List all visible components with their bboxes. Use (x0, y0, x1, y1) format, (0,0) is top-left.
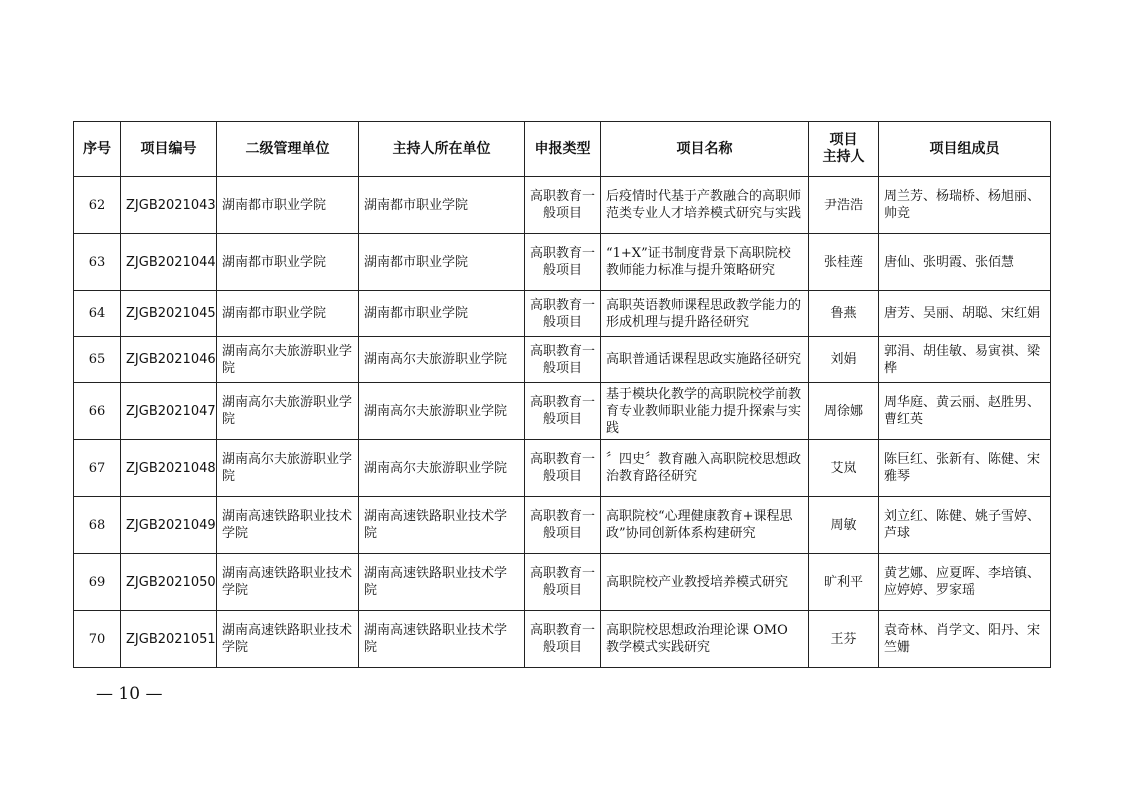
team-members-cell: 周华庭、黄云丽、赵胜男、曹红英 (879, 383, 1051, 440)
application-type-cell: 高职教育一般项目 (525, 291, 601, 337)
project-name-cell: “1+X”证书制度背景下高职院校教师能力标准与提升策略研究 (601, 234, 809, 291)
management-unit-cell: 湖南高速铁路职业技术学院 (217, 497, 359, 554)
header-cell: 主持人所在单位 (359, 122, 525, 177)
table-body (74, 177, 1051, 668)
project-name-cell: 基于模块化教学的高职院校学前教育专业教师职业能力提升探索与实践 (601, 383, 809, 440)
project-name-cell: 〞四史〞教育融入高职院校思想政治教育路径研究 (601, 440, 809, 497)
table-row (74, 611, 1051, 668)
table-row (74, 440, 1051, 497)
application-type-cell: 高职教育一般项目 (525, 554, 601, 611)
row-number-cell: 65 (74, 337, 121, 383)
row-number-cell: 66 (74, 383, 121, 440)
host-unit-cell: 湖南高尔夫旅游职业学院 (359, 337, 525, 383)
project-leader-cell: 尹浩浩 (809, 177, 879, 234)
host-unit-cell: 湖南都市职业学院 (359, 177, 525, 234)
project-leader-cell: 张桂莲 (809, 234, 879, 291)
project-name-cell: 高职院校产业教授培养模式研究 (601, 554, 809, 611)
application-type-cell: 高职教育一般项目 (525, 440, 601, 497)
host-unit-cell: 湖南都市职业学院 (359, 234, 525, 291)
header-cell: 项目组成员 (879, 122, 1051, 177)
project-name-cell: 高职普通话课程思政实施路径研究 (601, 337, 809, 383)
project-leader-cell: 艾岚 (809, 440, 879, 497)
team-members-cell: 郭涓、胡佳敏、易寅祺、梁桦 (879, 337, 1051, 383)
host-unit-cell: 湖南都市职业学院 (359, 291, 525, 337)
project-code-cell: ZJGB2021043 (121, 177, 217, 234)
row-number-cell: 62 (74, 177, 121, 234)
application-type-cell: 高职教育一般项目 (525, 234, 601, 291)
project-code-cell: ZJGB2021048 (121, 440, 217, 497)
project-code-cell: ZJGB2021046 (121, 337, 217, 383)
table-row (74, 497, 1051, 554)
page-number: — 10 — (96, 684, 163, 704)
host-unit-cell: 湖南高尔夫旅游职业学院 (359, 383, 525, 440)
header-cell: 项目编号 (121, 122, 217, 177)
management-unit-cell: 湖南都市职业学院 (217, 234, 359, 291)
application-type-cell: 高职教育一般项目 (525, 611, 601, 668)
project-leader-cell: 王芬 (809, 611, 879, 668)
table-row (74, 291, 1051, 337)
management-unit-cell: 湖南高尔夫旅游职业学院 (217, 440, 359, 497)
team-members-cell: 唐芳、吴丽、胡聪、宋红娟 (879, 291, 1051, 337)
application-type-cell: 高职教育一般项目 (525, 383, 601, 440)
project-name-cell: 高职院校“心理健康教育+课程思政”协同创新体系构建研究 (601, 497, 809, 554)
team-members-cell: 唐仙、张明霞、张佰慧 (879, 234, 1051, 291)
management-unit-cell: 湖南都市职业学院 (217, 177, 359, 234)
management-unit-cell: 湖南高速铁路职业技术学院 (217, 611, 359, 668)
project-name-cell: 后疫情时代基于产教融合的高职师范类专业人才培养模式研究与实践 (601, 177, 809, 234)
table-row (74, 177, 1051, 234)
row-number-cell: 69 (74, 554, 121, 611)
host-unit-cell: 湖南高速铁路职业技术学院 (359, 497, 525, 554)
header-cell: 项目 主持人 (809, 122, 879, 177)
host-unit-cell: 湖南高速铁路职业技术学院 (359, 554, 525, 611)
project-leader-cell: 鲁燕 (809, 291, 879, 337)
header-cell: 申报类型 (525, 122, 601, 177)
host-unit-cell: 湖南高速铁路职业技术学院 (359, 611, 525, 668)
table-row (74, 554, 1051, 611)
team-members-cell: 袁奇林、肖学文、阳丹、宋竺姗 (879, 611, 1051, 668)
project-leader-cell: 刘娟 (809, 337, 879, 383)
row-number-cell: 67 (74, 440, 121, 497)
application-type-cell: 高职教育一般项目 (525, 177, 601, 234)
host-unit-cell: 湖南高尔夫旅游职业学院 (359, 440, 525, 497)
project-leader-cell: 旷利平 (809, 554, 879, 611)
project-code-cell: ZJGB2021050 (121, 554, 217, 611)
application-type-cell: 高职教育一般项目 (525, 337, 601, 383)
management-unit-cell: 湖南高速铁路职业技术学院 (217, 554, 359, 611)
project-leader-cell: 周敏 (809, 497, 879, 554)
management-unit-cell: 湖南都市职业学院 (217, 291, 359, 337)
project-code-cell: ZJGB2021044 (121, 234, 217, 291)
header-row (74, 122, 1051, 177)
row-number-cell: 64 (74, 291, 121, 337)
header-cell: 二级管理单位 (217, 122, 359, 177)
row-number-cell: 63 (74, 234, 121, 291)
project-code-cell: ZJGB2021045 (121, 291, 217, 337)
projects-table (73, 121, 1051, 668)
table-row (74, 383, 1051, 440)
row-number-cell: 70 (74, 611, 121, 668)
project-code-cell: ZJGB2021047 (121, 383, 217, 440)
team-members-cell: 周兰芳、杨瑞桥、杨旭丽、帅竞 (879, 177, 1051, 234)
header-cell: 项目名称 (601, 122, 809, 177)
header-cell: 序号 (74, 122, 121, 177)
application-type-cell: 高职教育一般项目 (525, 497, 601, 554)
row-number-cell: 68 (74, 497, 121, 554)
table-row (74, 337, 1051, 383)
table-row (74, 234, 1051, 291)
team-members-cell: 黄艺娜、应夏晖、李培镇、应婷婷、罗家瑶 (879, 554, 1051, 611)
management-unit-cell: 湖南高尔夫旅游职业学院 (217, 337, 359, 383)
project-code-cell: ZJGB2021051 (121, 611, 217, 668)
project-leader-cell: 周徐娜 (809, 383, 879, 440)
management-unit-cell: 湖南高尔夫旅游职业学院 (217, 383, 359, 440)
team-members-cell: 陈巨红、张新有、陈健、宋雅琴 (879, 440, 1051, 497)
project-code-cell: ZJGB2021049 (121, 497, 217, 554)
project-name-cell: 高职英语教师课程思政教学能力的形成机理与提升路径研究 (601, 291, 809, 337)
team-members-cell: 刘立红、陈健、姚子雪婷、芦球 (879, 497, 1051, 554)
project-name-cell: 高职院校思想政治理论课 OMO 教学模式实践研究 (601, 611, 809, 668)
